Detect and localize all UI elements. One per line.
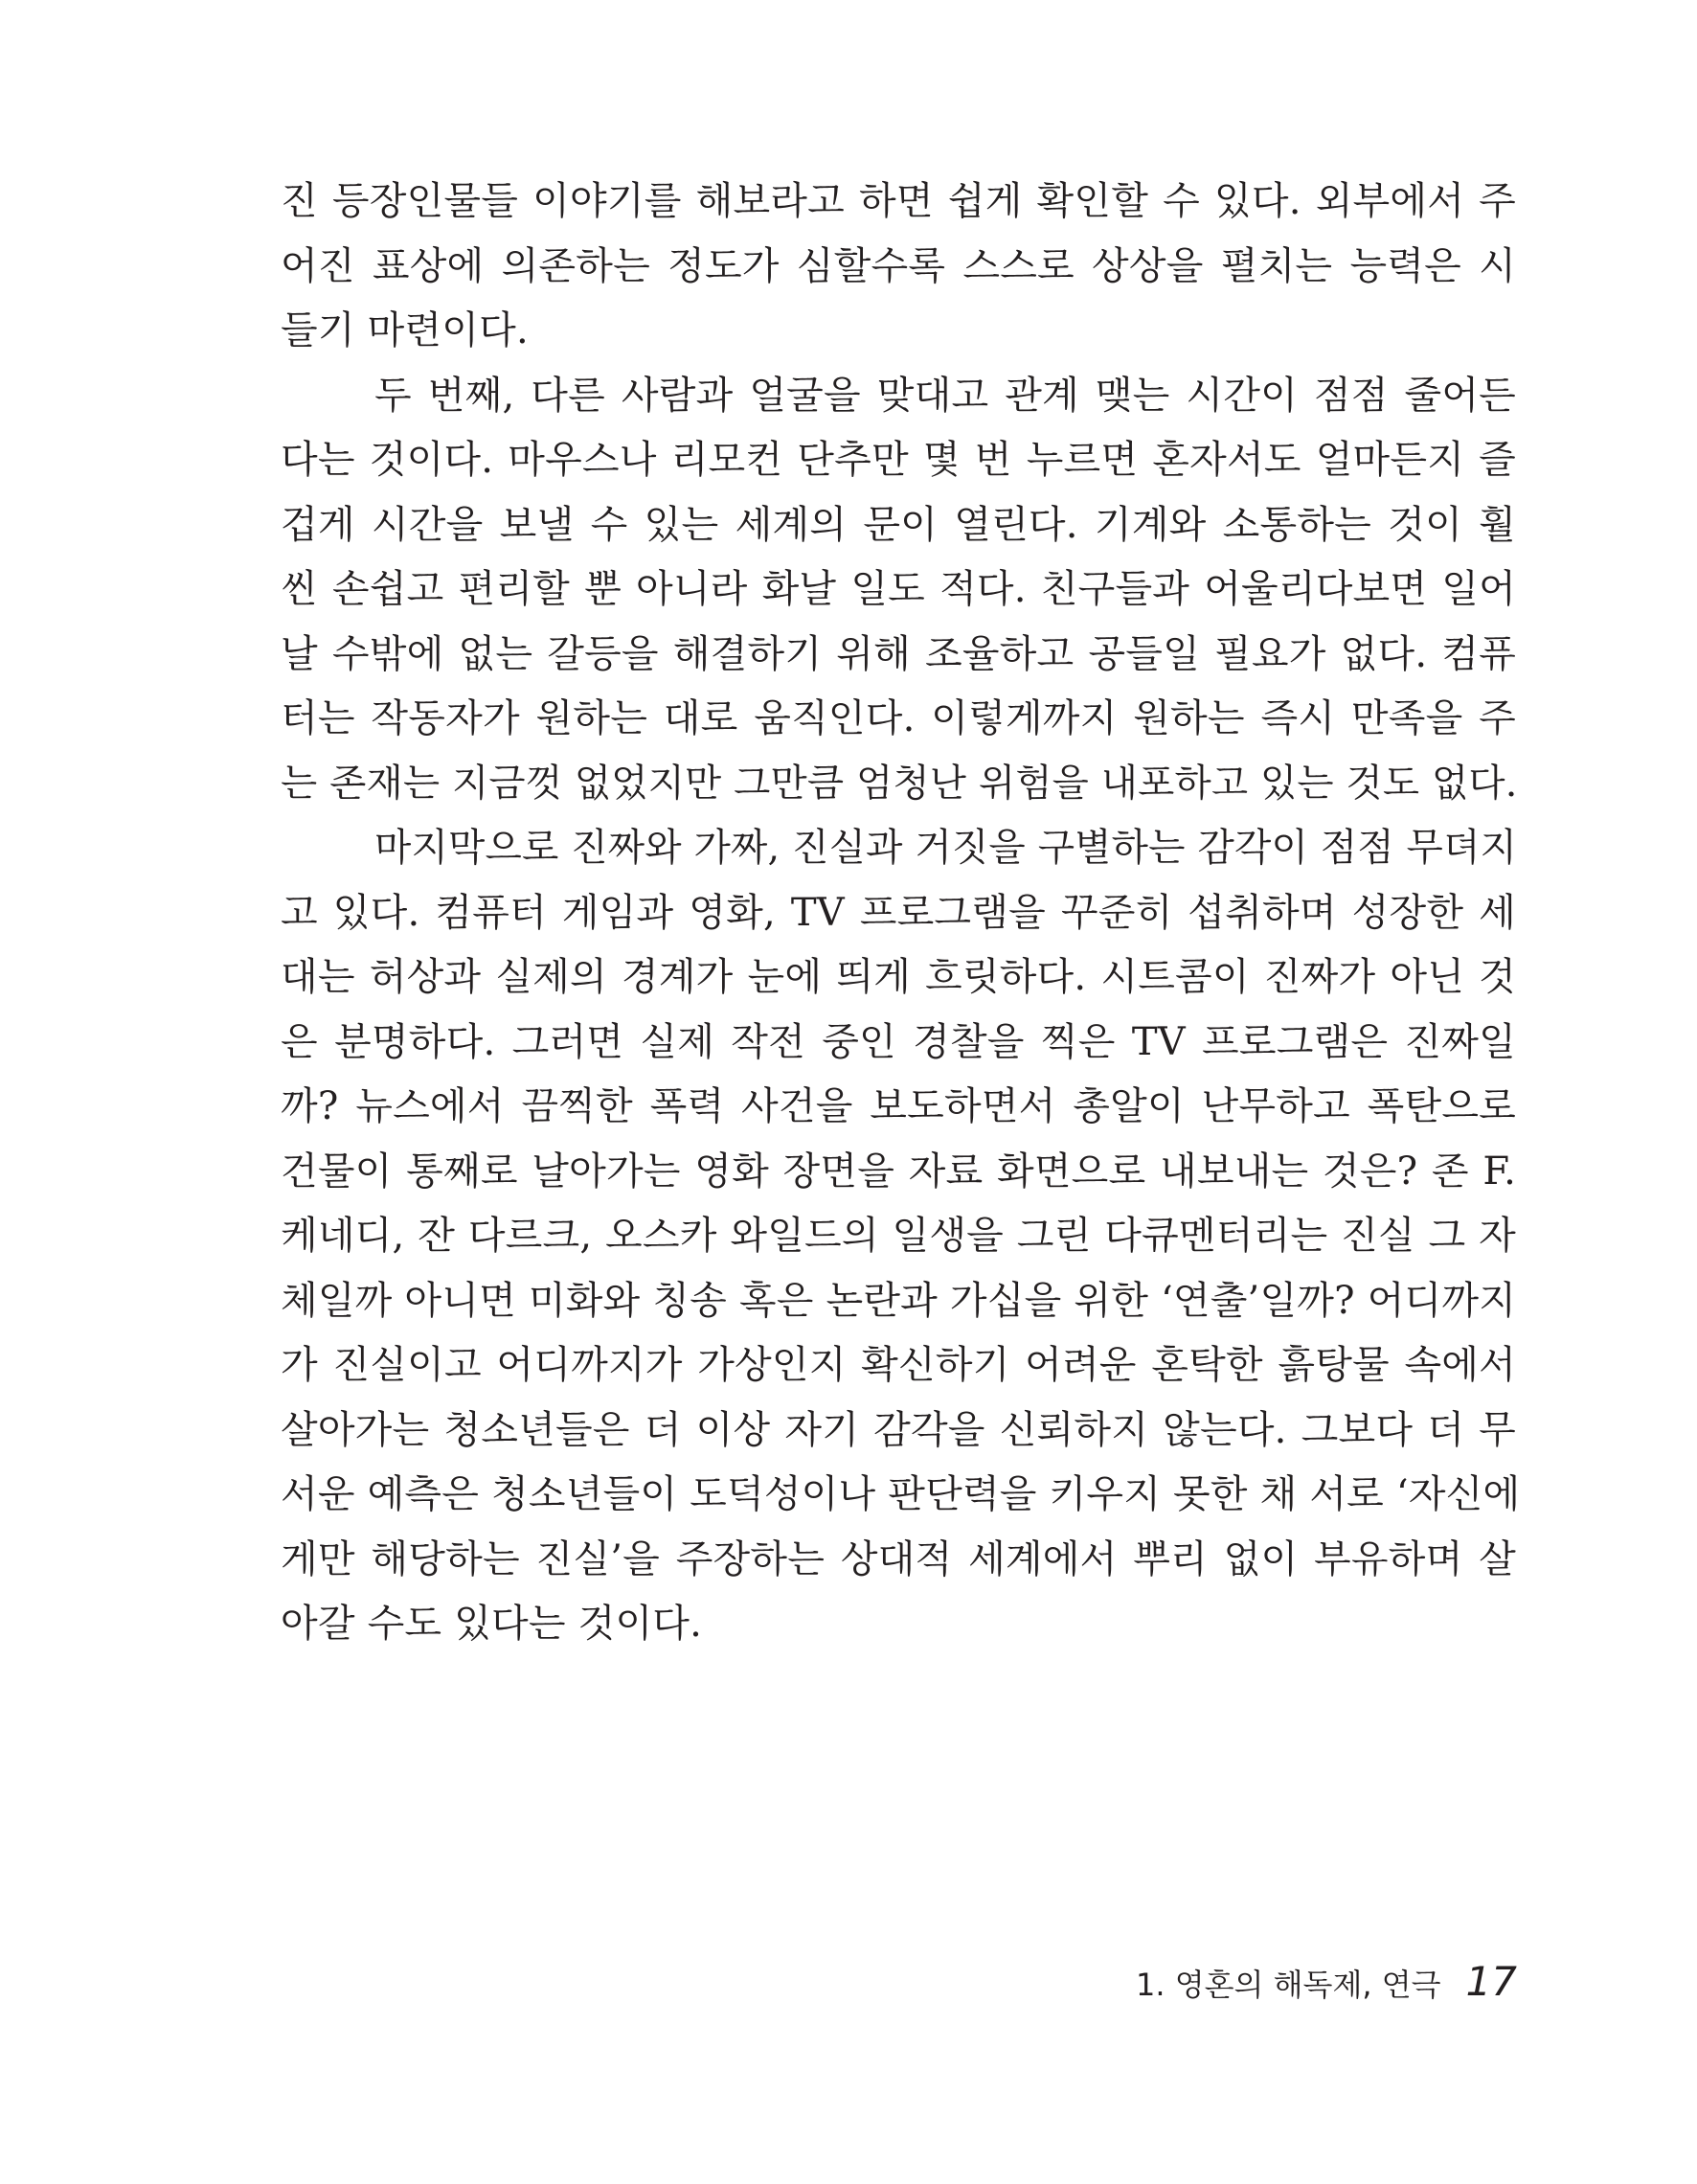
text-line: 게만 해당하는 진실’을 주장하는 상대적 세계에서 뿌리 없이 부유하며 살 xyxy=(281,1536,1516,1581)
paragraph-start-line: 마지막으로 진짜와 가짜, 진실과 거짓을 구별하는 감각이 점점 무뎌지 xyxy=(374,826,1518,870)
text-line: 진 등장인물들 이야기를 해보라고 하면 쉽게 확인할 수 있다. 외부에서 주 xyxy=(281,179,1516,223)
text-line: 대는 허상과 실제의 경계가 눈에 띄게 흐릿하다. 시트콤이 진짜가 아닌 것 xyxy=(281,955,1516,999)
body-text xyxy=(281,170,1521,1657)
text-line: 체일까 아니면 미화와 칭송 혹은 논란과 가십을 위한 ‘연출’일까? 어디까지 xyxy=(281,1278,1517,1323)
text-line: 살아가는 청소년들은 더 이상 자기 감각을 신뢰하지 않는다. 그보다 더 무 xyxy=(281,1407,1516,1452)
text-line: 다는 것이다. 마우스나 리모컨 단추만 몇 번 누르면 혼자서도 얼마든지 즐 xyxy=(281,438,1516,482)
text-line: 터는 작동자가 원하는 대로 움직인다. 이렇게까지 원하는 즉시 만족을 주 xyxy=(281,696,1516,740)
text-line: 는 존재는 지금껏 없었지만 그만큼 엄청난 위험을 내포하고 있는 것도 없다. xyxy=(281,761,1518,806)
text-line: 날 수밖에 없는 갈등을 해결하기 위해 조율하고 공들일 필요가 없다. 컴퓨 xyxy=(281,631,1516,676)
text-line: 겁게 시간을 보낼 수 있는 세계의 문이 열린다. 기계와 소통하는 것이 훨 xyxy=(281,502,1516,547)
text-line: 씬 손쉽고 편리할 뿐 아니라 화날 일도 적다. 친구들과 어울리다보면 일어 xyxy=(281,567,1516,611)
text-line: 은 분명하다. 그러면 실제 작전 중인 경찰을 찍은 TV 프로그램은 진짜일 xyxy=(281,1019,1516,1064)
text-line: 들기 마련이다. xyxy=(281,308,529,353)
page-footer xyxy=(1136,1958,1517,2015)
text-line: 까? 뉴스에서 끔찍한 폭력 사건을 보도하면서 총알이 난무하고 폭탄으로 xyxy=(281,1084,1516,1128)
page-number: 17 xyxy=(1465,1958,1517,2005)
text-line: 어진 표상에 의존하는 정도가 심할수록 스스로 상상을 펼치는 능력은 시 xyxy=(281,243,1516,288)
text-line: 가 진실이고 어디까지가 가상인지 확신하기 어려운 혼탁한 흙탕물 속에서 xyxy=(281,1343,1516,1387)
paragraph-start-line: 두 번째, 다른 사람과 얼굴을 맞대고 관계 맺는 시간이 점점 줄어든 xyxy=(374,373,1516,418)
text-line: 아갈 수도 있다는 것이다. xyxy=(281,1602,703,1646)
text-line: 서운 예측은 청소년들이 도덕성이나 판단력을 키우지 못한 채 서로 ‘자신에 xyxy=(281,1472,1521,1516)
text-line: 케네디, 잔 다르크, 오스카 와일드의 일생을 그린 다큐멘터리는 진실 그 자 xyxy=(281,1214,1516,1258)
running-head: 1. 영혼의 해독제, 연극 xyxy=(1136,1967,1441,2003)
text-line: 건물이 통째로 날아가는 영화 장면을 자료 화면으로 내보내는 것은? 존 F. xyxy=(281,1149,1516,1194)
text-line: 고 있다. 컴퓨터 게임과 영화, TV 프로그램을 꾸준히 섭취하며 성장한 세 xyxy=(281,890,1516,935)
